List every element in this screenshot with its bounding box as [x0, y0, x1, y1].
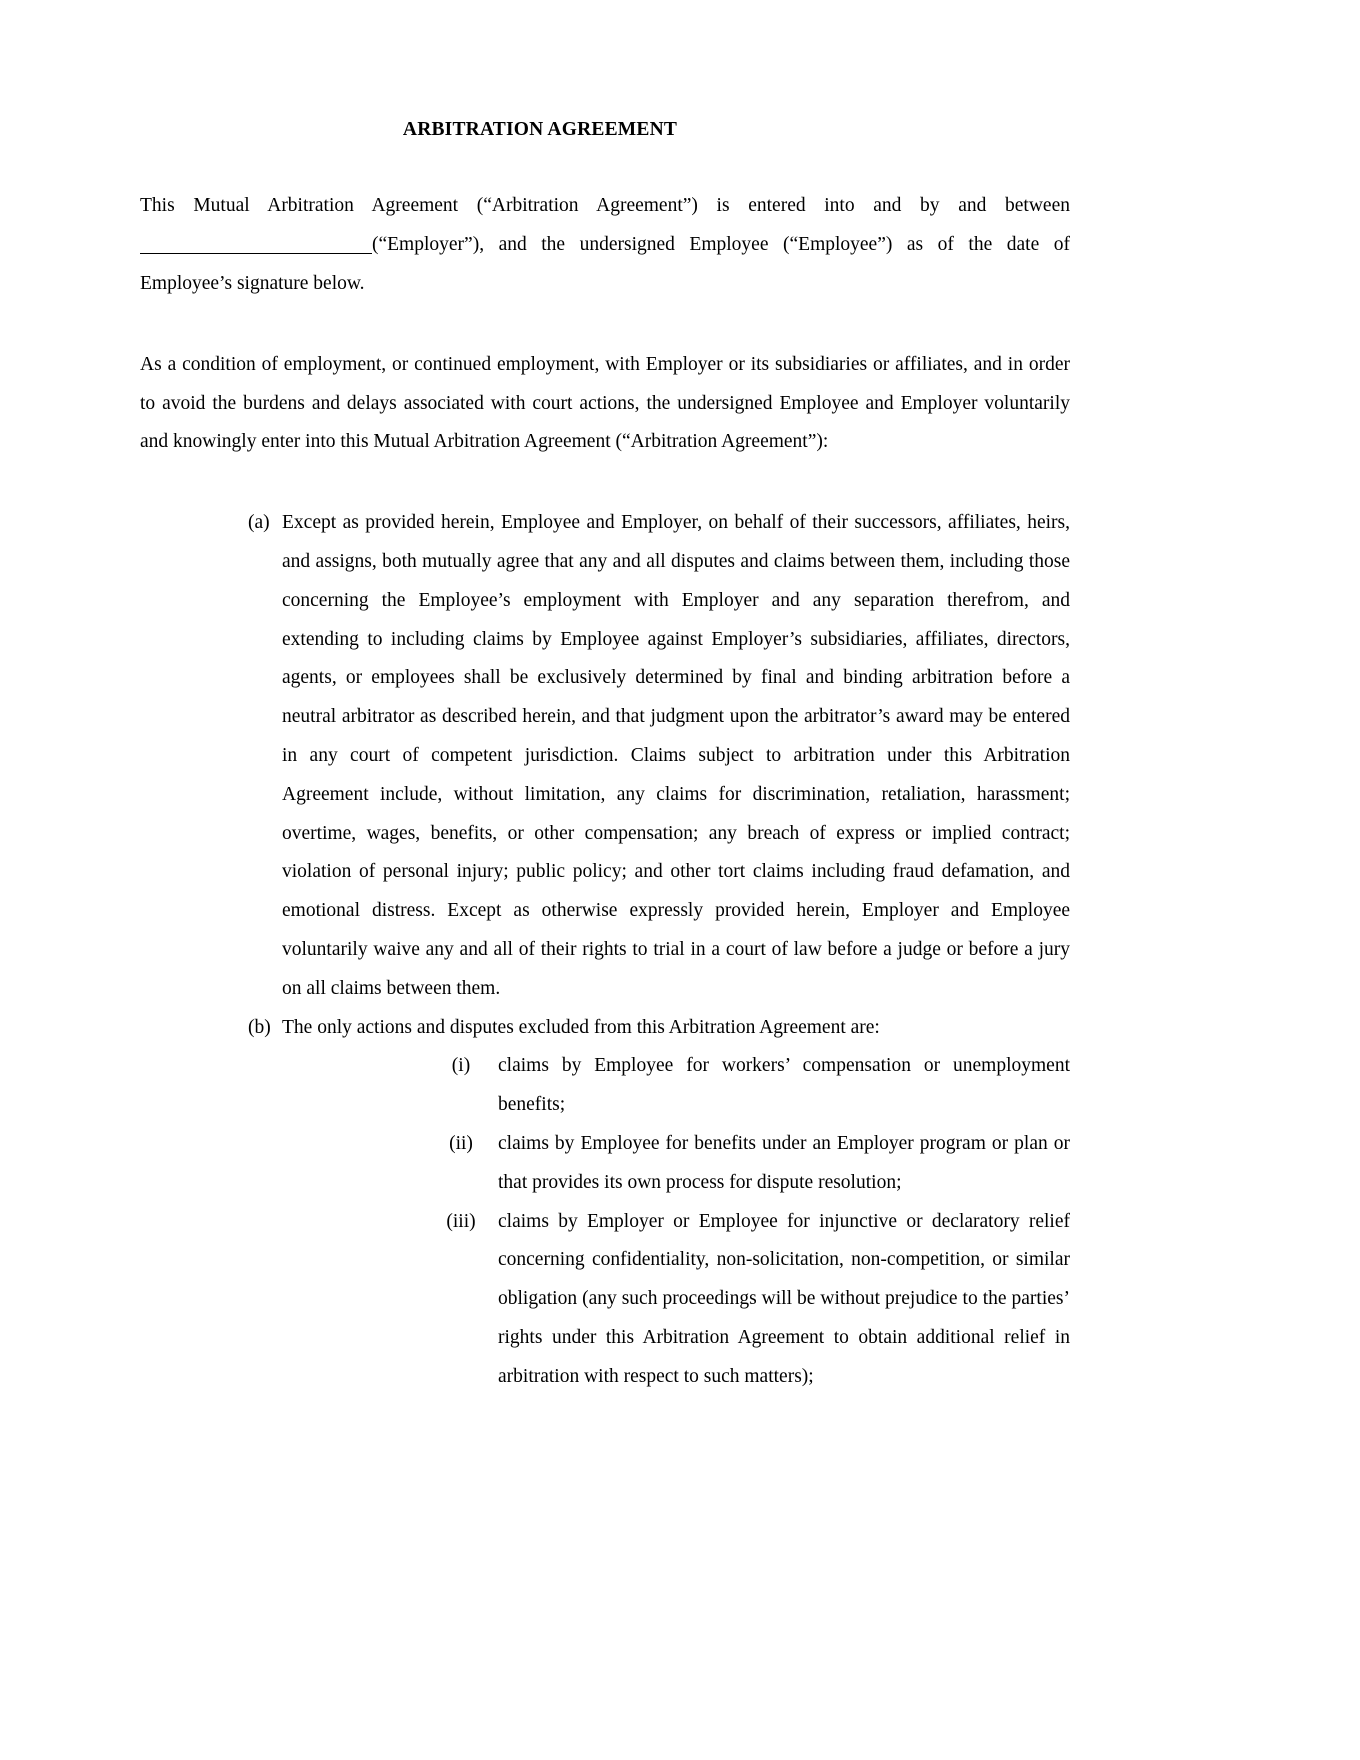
intro-paragraph-1 [140, 187, 1070, 303]
subitem-text-iii: claims by Employer or Employee for injunctive or declaratory relief concerning confidentiality, non-solicitation, non-competition, or similar obligation (any such proceedings will be without prejudice to the parties’ rights under this Arbitration Agreement to obtain additional relief in arbitration with respect to such matters); [498, 1210, 1070, 1387]
clause-list [140, 504, 1070, 1396]
subitem-marker-ii: (ii) [449, 1132, 473, 1154]
subitem-iii [282, 1203, 1070, 1397]
clause-marker-b: (b) [248, 1016, 271, 1038]
intro-paragraph-1-after-blank: (“Employer”), and the undersigned Employee (“Employee”) as of the date of Employee’s signature below. [140, 234, 1070, 294]
employer-name-blank-field[interactable] [140, 253, 372, 254]
subitem-marker-i: (i) [451, 1055, 471, 1077]
clause-item-a [140, 504, 1070, 1008]
subitem-ii [282, 1125, 1070, 1203]
clause-text-b: The only actions and disputes excluded from this Arbitration Agreement are: [282, 1016, 880, 1038]
clause-text-a: Except as provided herein, Employee and Employer, on behalf of their successors, affiliates, heirs, and assigns, both mutually agree that any and all disputes and claims between them, including those concerning the Employee’s employment with Employer and any separation therefrom, and extending to including claims by Employee against Employer’s subsidiaries, affiliates, directors, agents, or employees shall be exclusively determined by final and binding arbitration before a neutral arbitrator as described herein, and that judgment upon the arbitrator’s award may be entered in any court of competent jurisdiction. Claims subject to arbitration under this Arbitration Agreement include, without limitation, any claims for discrimination, retaliation, harassment; overtime, wages, benefits, or other compensation; any breach of express or implied contract; violation of personal injury; public policy; and other tort claims including fraud defamation, and emotional distress. Except as otherwise expressly provided herein, Employer and Employee voluntarily waive any and all of their rights to trial in a court of law before a judge or before a jury on all claims between them. [282, 512, 1070, 999]
subitem-text-ii: claims by Employee for benefits under an Employer program or plan or that provides its own process for dispute resolution; [498, 1132, 1070, 1193]
clause-b-subitem-list [282, 1047, 1070, 1396]
clause-item-b [140, 1009, 1070, 1397]
intro-paragraph-2: As a condition of employment, or continued employment, with Employer or its subsidiaries or affiliates, and in order to avoid the burdens and delays associated with court actions, the undersigned Employee and Employer voluntarily and knowingly enter into this Mutual Arbitration Agreement (“Arbitration Agreement”): [140, 353, 1070, 453]
subitem-marker-iii: (iii) [446, 1210, 476, 1232]
intro-paragraph-1-before-blank: This Mutual Arbitration Agreement (“Arbitration Agreement”) is entered into and by and between [140, 195, 1070, 217]
subitem-text-i: claims by Employee for workers’ compensation or unemployment benefits; [498, 1055, 1070, 1116]
subitem-i [282, 1047, 1070, 1125]
clause-marker-a: (a) [248, 512, 270, 534]
page-title: ARBITRATION AGREEMENT [402, 119, 678, 140]
